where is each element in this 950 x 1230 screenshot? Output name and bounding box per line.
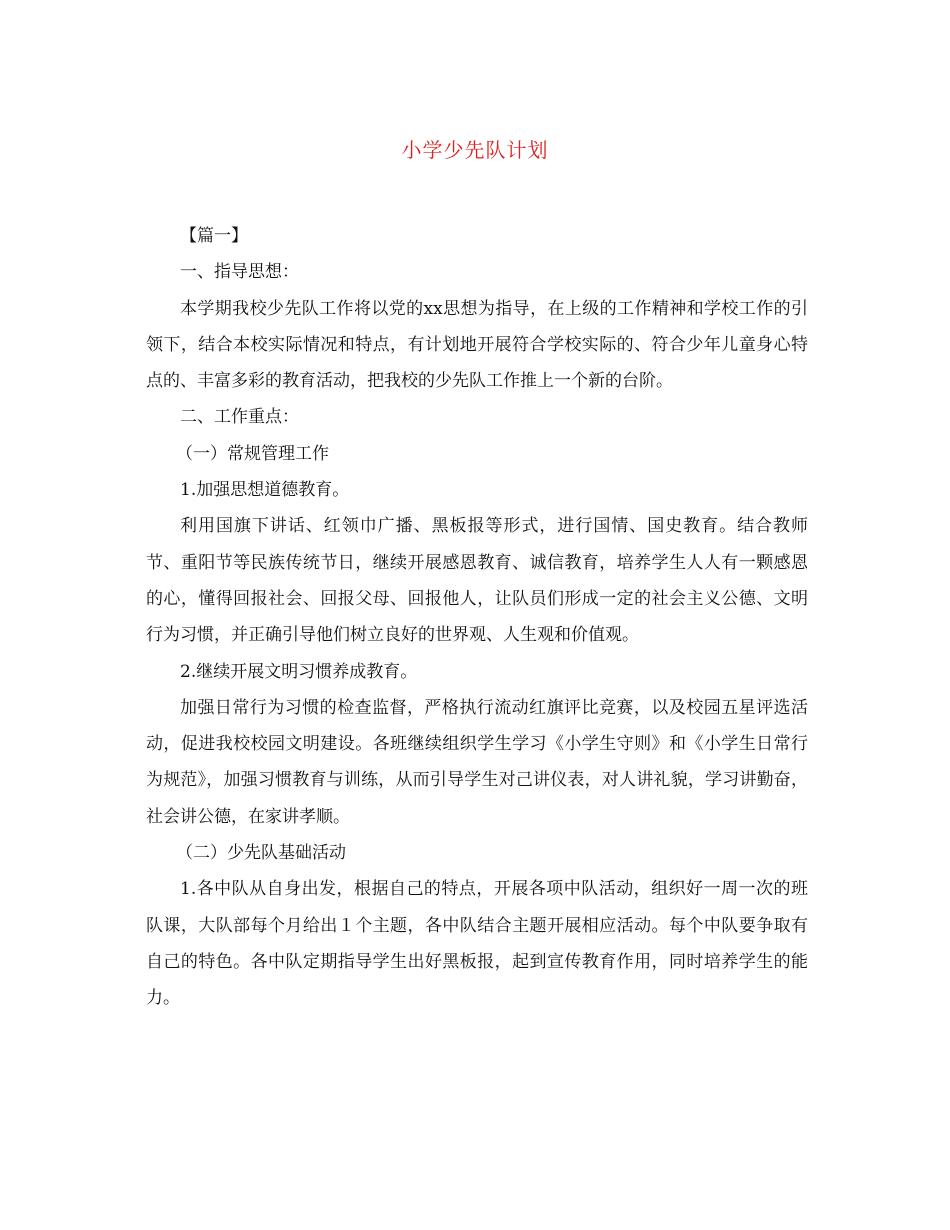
paragraph-guiding-thought: 本学期我校少先队工作将以党的xx思想为指导，在上级的工作精神和学校工作的引领下，结合本校实际情况和特点，有计划地开展符合学校实际的、符合少年儿童身心特点的、丰富多彩的教育活动，把我校的少先队工作推上一个新的台阶。 xyxy=(146,298,808,392)
section-marker: 【篇一】 xyxy=(180,226,248,246)
heading-guiding-thought: 一、指导思想： xyxy=(180,262,299,283)
document-body xyxy=(146,218,808,1017)
paragraph-civilized-habits: 加强日常行为习惯的检查监督，严格执行流动红旗评比竞赛，以及校园五星评选活动，促进我校校园文明建设。各班继续组织学生学习《小学生守则》和《小学生日常行为规范》，加强习惯教育与训练，从而引导学生对己讲仪表，对人讲礼貌，学习讲勤奋，社会讲公德，在家讲孝顺。 xyxy=(146,697,808,827)
paragraph-squad-activities: 1.各中队从自身出发，根据自己的特点，开展各项中队活动，组织好一周一次的班队课，大队部每个月给出１个主题，各中队结合主题开展相应活动。每个中队要争取有自己的特色。各中队定期指导学生出好黑板报，起到宣传教育作用，同时培养学生的能力。 xyxy=(146,879,808,1009)
heading-work-focus: 二、工作重点： xyxy=(180,407,299,428)
subheading-basic-activities: （二）少先队基础活动 xyxy=(176,843,346,864)
paragraph-moral-education: 利用国旗下讲话、红领巾广播、黑板报等形式，进行国情、国史教育。结合教师节、重阳节等民族传统节日，继续开展感恩教育、诚信教育，培养学生人人有一颗感恩的心，懂得回报社会、回报父母、回报他人，让队员们形成一定的社会主义公德、文明行为习惯，并正确引导他们树立良好的世界观、人生观和价值观。 xyxy=(146,516,808,646)
item-moral-education: 1.加强思想道德教育。 xyxy=(180,480,350,501)
document-title: 小学少先队计划 xyxy=(401,138,549,162)
item-civilized-habits: 2.继续开展文明习惯养成教育。 xyxy=(180,661,418,682)
subheading-routine-management: （一）常规管理工作 xyxy=(176,443,329,464)
